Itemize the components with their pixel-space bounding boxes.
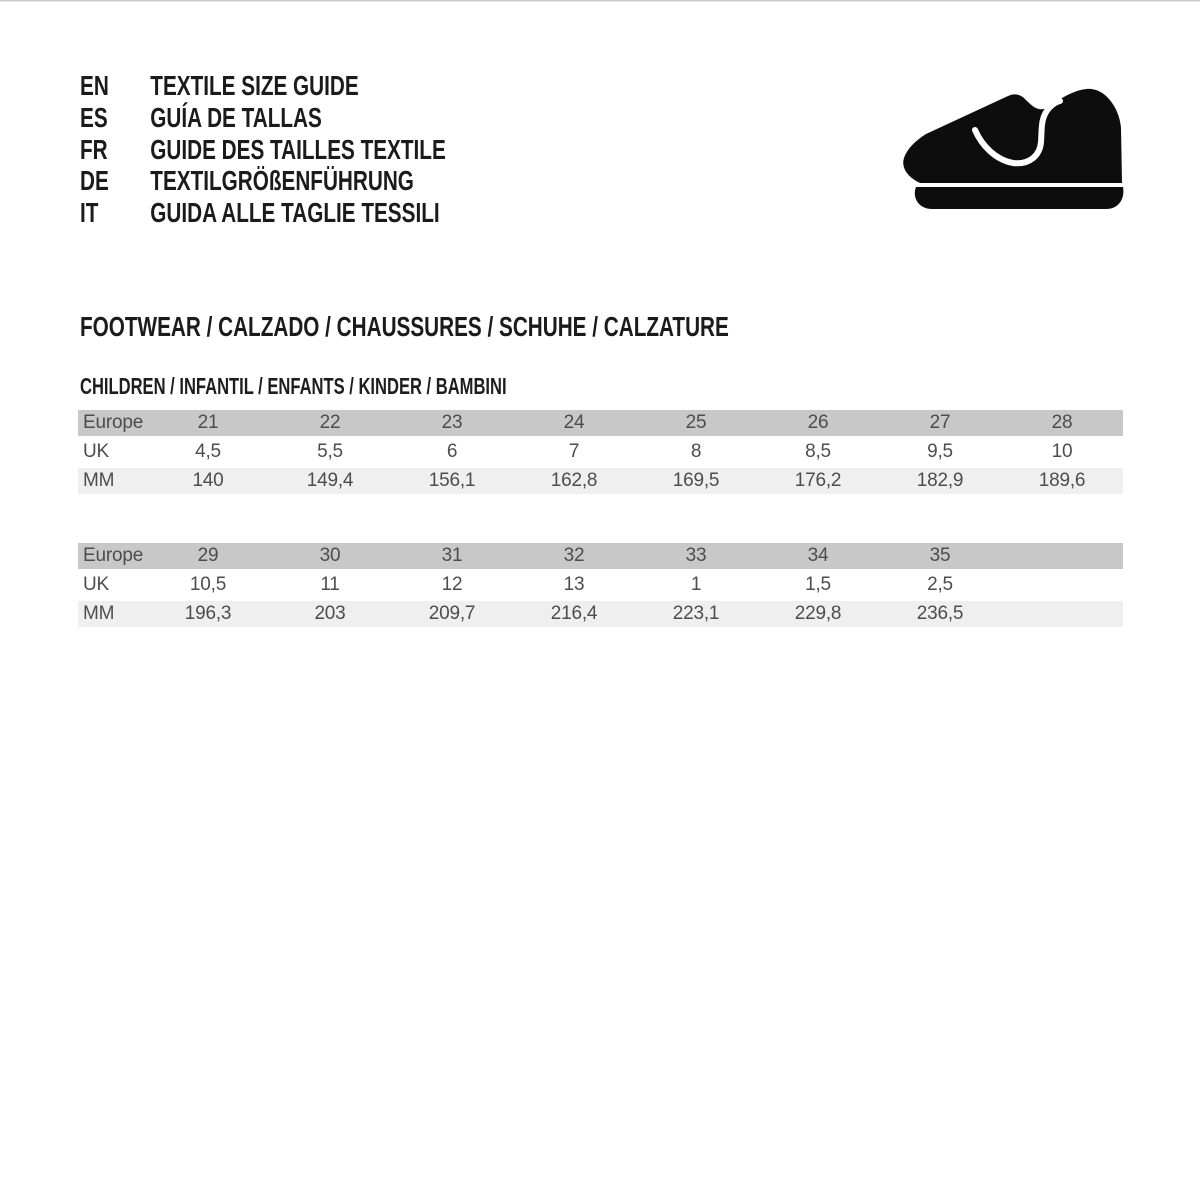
language-code: ES: [80, 101, 108, 133]
language-title-list: [80, 70, 574, 229]
size-cell: 29: [197, 545, 219, 566]
size-cell: 156,1: [428, 470, 476, 491]
size-cell: 216,4: [550, 603, 598, 624]
size-row-europe: [78, 543, 1123, 569]
size-cell: 35: [929, 545, 951, 566]
group-title: CHILDREN / INFANTIL / ENFANTS / KINDER / BAMBINI: [80, 373, 507, 399]
size-cell: [1001, 543, 1123, 569]
size-cell: 236,5: [916, 603, 964, 624]
size-cell: 149,4: [306, 470, 354, 491]
size-cell: 13: [563, 574, 585, 595]
size-cell: 1: [690, 574, 702, 595]
size-cell: 196,3: [184, 603, 232, 624]
size-cell: 11: [320, 574, 340, 595]
row-label: UK: [83, 441, 109, 462]
size-cell: 30: [319, 545, 341, 566]
size-cell: 140: [192, 470, 224, 491]
row-label: MM: [83, 470, 115, 491]
size-cell: 8: [690, 441, 702, 462]
size-cell: 6: [446, 441, 458, 462]
page-top-edge: [0, 0, 1200, 2]
language-code: EN: [80, 69, 109, 101]
language-row: [80, 197, 446, 229]
row-label: Europe: [83, 545, 144, 566]
language-code: FR: [80, 133, 108, 165]
size-cell: 1,5: [805, 574, 831, 595]
size-cell: 22: [319, 412, 341, 433]
size-cell: 28: [1051, 412, 1073, 433]
size-row-mm: [78, 468, 1123, 494]
size-cell: 12: [441, 574, 463, 595]
size-cell: 10,5: [189, 574, 227, 595]
size-row-uk: [78, 436, 1123, 468]
size-cell: 4,5: [195, 441, 221, 462]
size-cell: 23: [441, 412, 463, 433]
size-cell: 26: [807, 412, 829, 433]
size-cell: 32: [563, 545, 585, 566]
size-cell: 7: [568, 441, 580, 462]
size-cell: 21: [197, 412, 219, 433]
size-cell: [1001, 569, 1123, 601]
size-cell: 162,8: [550, 470, 598, 491]
language-guide-title: GUIDE DES TAILLES TEXTILE: [150, 133, 446, 165]
size-table-29-35: [78, 543, 1123, 627]
language-row: [80, 134, 446, 166]
size-row-europe: [78, 410, 1123, 436]
size-cell: 223,1: [672, 603, 720, 624]
size-cell: 31: [441, 545, 463, 566]
language-guide-title: GUÍA DE TALLAS: [150, 101, 322, 133]
language-row: [80, 165, 446, 197]
size-cell: 24: [563, 412, 585, 433]
language-code: DE: [80, 165, 109, 197]
size-cell: 8,5: [805, 441, 831, 462]
size-row-mm: [78, 601, 1123, 627]
language-guide-title: TEXTILE SIZE GUIDE: [150, 69, 359, 101]
size-cell: 203: [314, 603, 346, 624]
size-cell: 169,5: [672, 470, 720, 491]
row-label: MM: [83, 603, 115, 624]
size-cell: 229,8: [794, 603, 842, 624]
size-cell: 182,9: [916, 470, 964, 491]
size-cell: 209,7: [428, 603, 476, 624]
size-cell: 10: [1051, 441, 1073, 462]
size-cell: 5,5: [317, 441, 343, 462]
size-cell: 34: [807, 545, 829, 566]
size-cell: 189,6: [1038, 470, 1086, 491]
size-cell: 25: [685, 412, 707, 433]
language-guide-title: GUIDA ALLE TAGLIE TESSILI: [150, 197, 440, 229]
size-cell: 27: [929, 412, 951, 433]
size-cell: 176,2: [794, 470, 842, 491]
size-cell: 2,5: [927, 574, 953, 595]
size-table-21-28: [78, 410, 1123, 494]
language-row: [80, 70, 446, 102]
language-guide-title: TEXTILGRÖßENFÜHRUNG: [150, 165, 414, 197]
row-label: Europe: [83, 412, 144, 433]
language-code: IT: [80, 197, 99, 229]
size-cell: 33: [685, 545, 707, 566]
size-cell: [1001, 601, 1123, 627]
category-title: FOOTWEAR / CALZADO / CHAUSSURES / SCHUHE / CALZATURE: [80, 311, 729, 342]
size-row-uk: [78, 569, 1123, 601]
size-cell: 9,5: [927, 441, 953, 462]
baby-shoe-icon: [890, 62, 1138, 212]
language-row: [80, 102, 446, 134]
row-label: UK: [83, 574, 109, 595]
